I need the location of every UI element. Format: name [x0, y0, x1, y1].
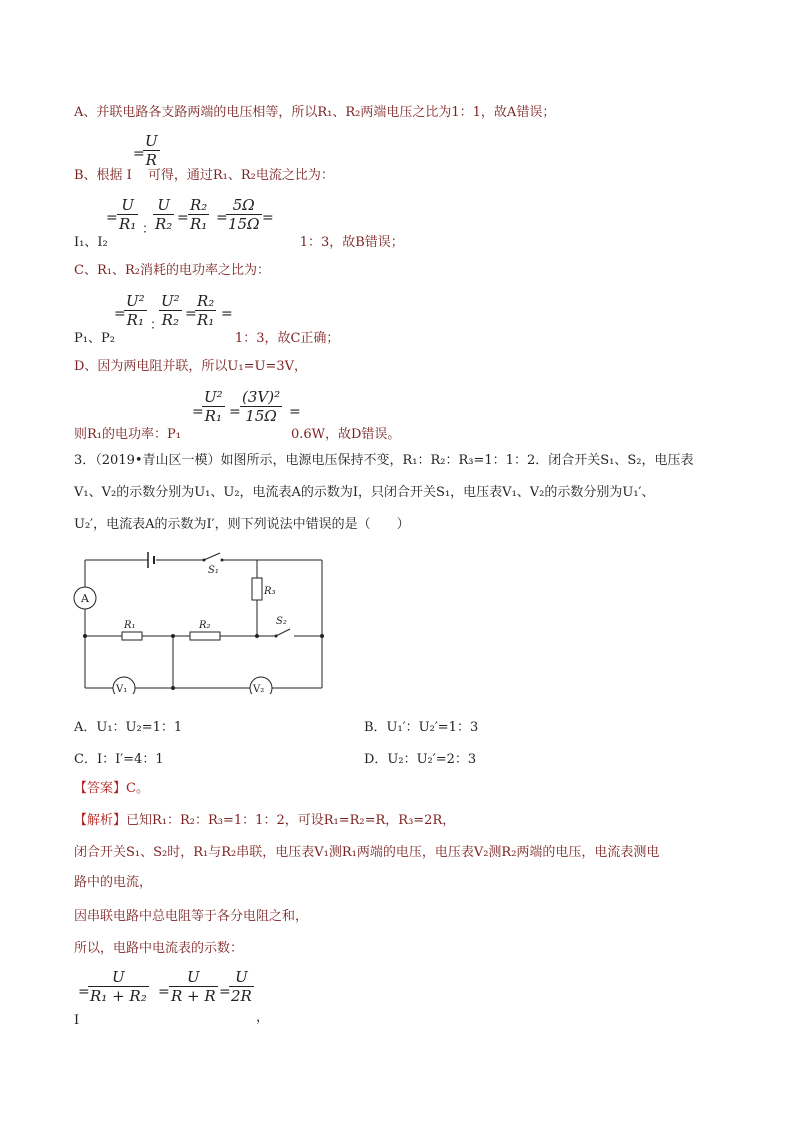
circuit-diagram — [70, 548, 332, 694]
fraction-u-over-2r — [229, 968, 254, 1005]
fraction-3v2-over-15 — [240, 388, 282, 425]
eq-sign: = — [216, 210, 228, 226]
colon: ： — [150, 318, 164, 333]
i1-i2-label: I₁、I₂ — [74, 235, 108, 250]
denominator: R₂ — [155, 215, 173, 233]
r2-label: R₂ — [199, 620, 211, 631]
fraction-u-over-r — [143, 132, 160, 169]
eq-sign: = — [221, 306, 233, 322]
line-c-result — [74, 330, 339, 348]
r1-label: R₁ — [124, 620, 136, 631]
fraction-u2-over-r1 — [124, 292, 147, 329]
numerator: U — [235, 968, 248, 986]
fraction-u-over-r2 — [153, 196, 174, 233]
option-d: D．U₂：U₂′=2：3 — [364, 752, 477, 767]
fraction-r2-over-r1 — [195, 292, 216, 329]
s1-label: S₁ — [208, 565, 219, 576]
v1-label: V₁ — [116, 684, 128, 694]
denominator: R₁ — [119, 215, 137, 233]
denominator: R — [145, 151, 157, 169]
denominator: 15Ω — [245, 407, 277, 425]
numerator: U — [121, 196, 134, 214]
line-c-result-text: 1：3，故C正确； — [234, 331, 340, 346]
fraction-5-over-15 — [226, 196, 262, 233]
eq-sign: = — [219, 984, 231, 1000]
fraction-u2-over-r2 — [159, 292, 182, 329]
line-b-prefix: B、根据 I — [74, 168, 132, 183]
analysis-line1 — [74, 812, 455, 830]
line-b — [74, 167, 334, 185]
analysis-label: 【解析】 — [74, 813, 127, 828]
fraction-u2-over-r1 — [202, 388, 225, 425]
q3-line2: V₁、V₂的示数分别为U₁、U₂，电流表A的示数为I，只闭合开关S₁，电压表V₁、V₂的示数分别为U₁′、 — [74, 485, 655, 500]
colon: ： — [142, 222, 156, 237]
denominator: 15Ω — [228, 215, 260, 233]
q3-line3: U₂′，电流表A的示数为I′，则下列说法中错误的是（ ） — [74, 517, 410, 532]
line-c: C、R₁、R₂消耗的电功率之比为： — [74, 263, 270, 278]
eq-sign: = — [114, 306, 126, 322]
numerator: U — [157, 196, 170, 214]
r3-label: R₃ — [264, 586, 276, 597]
denominator: R₁ — [197, 311, 215, 329]
answer: 【答案】C。 — [74, 781, 149, 796]
option-b: B．U₁′：U₂′=1：3 — [364, 720, 479, 735]
numerator: (3V)² — [242, 388, 281, 406]
analysis-i-label: I — [74, 1013, 80, 1028]
line-d: D、因为两电阻并联，所以U₁=U=3V， — [74, 359, 307, 374]
eq-sign: = — [185, 306, 197, 322]
denominator: R + R — [171, 987, 216, 1005]
eq-sign: = — [133, 146, 145, 162]
numerator: U — [112, 968, 125, 986]
denominator: R₂ — [161, 311, 179, 329]
eq-sign: = — [106, 210, 118, 226]
option-a: A．U₁：U₂=1：1 — [74, 720, 183, 735]
eq-sign: = — [158, 984, 170, 1000]
denominator: R₁ + R₂ — [90, 987, 147, 1005]
numerator: U — [145, 132, 158, 150]
denominator: R₁ — [204, 407, 222, 425]
s2-label: S₂ — [276, 616, 287, 627]
numerator: 5Ω — [232, 196, 255, 214]
analysis-text: 已知R₁：R₂：R₃=1：1：2，可设R₁=R₂=R，R₃=2R， — [126, 813, 456, 828]
fraction-u-over-r1-plus-r2 — [88, 968, 149, 1005]
analysis-line4: 因串联电路中总电阻等于各分电阻之和， — [74, 909, 309, 924]
line-d-result-text: 0.6W，故D错误。 — [290, 427, 401, 442]
ammeter-label: A — [81, 592, 89, 605]
denominator: R₁ — [190, 215, 208, 233]
line-d-result — [74, 426, 400, 444]
analysis-line2: 闭合开关S₁、S₂时，R₁与R₂串联，电压表V₁测R₁两端的电压，电压表V₂测R₂两端的电压，电流表测电 — [74, 845, 660, 860]
analysis-line3: 路中的电流， — [74, 875, 153, 890]
option-c: C．I：I′=4：1 — [74, 752, 164, 767]
p1-p2-label: P₁、P₂ — [74, 331, 115, 346]
numerator: U² — [161, 292, 180, 310]
comma: ， — [256, 1010, 270, 1025]
numerator: U² — [204, 388, 223, 406]
line-b-result-text: 1：3，故B错误； — [299, 235, 404, 250]
denominator: R₁ — [126, 311, 144, 329]
fraction-u-over-r1 — [117, 196, 138, 233]
fraction-u-over-r-plus-r — [169, 968, 218, 1005]
line-a: A、并联电路各支路两端的电压相等，所以R₁、R₂两端电压之比为1：1，故A错误； — [74, 105, 556, 120]
analysis-line5: 所以，电路中电流表的示数： — [74, 941, 244, 956]
q3-line1: 3．（2019•青山区一模）如图所示，电源电压保持不变，R₁：R₂：R₃=1：1：2．闭合开关S₁、S₂，电压表 — [74, 453, 694, 468]
eq-sign: = — [78, 984, 90, 1000]
line-b-suffix: 可得，通过R₁、R₂电流之比为： — [147, 168, 334, 183]
numerator: U — [187, 968, 200, 986]
fraction-r2-over-r1 — [188, 196, 209, 233]
eq-sign: = — [192, 404, 204, 420]
line-d-prefix: 则R₁的电功率：P₁ — [74, 427, 181, 442]
numerator: R₂ — [190, 196, 208, 214]
denominator: 2R — [231, 987, 252, 1005]
eq-sign: = — [229, 404, 241, 420]
v2-label: V₂ — [253, 684, 265, 694]
numerator: U² — [126, 292, 145, 310]
numerator: R₂ — [197, 292, 215, 310]
eq-sign: = — [262, 210, 274, 226]
eq-sign: = — [289, 404, 301, 420]
eq-sign: = — [177, 210, 189, 226]
line-b-result — [74, 234, 404, 252]
